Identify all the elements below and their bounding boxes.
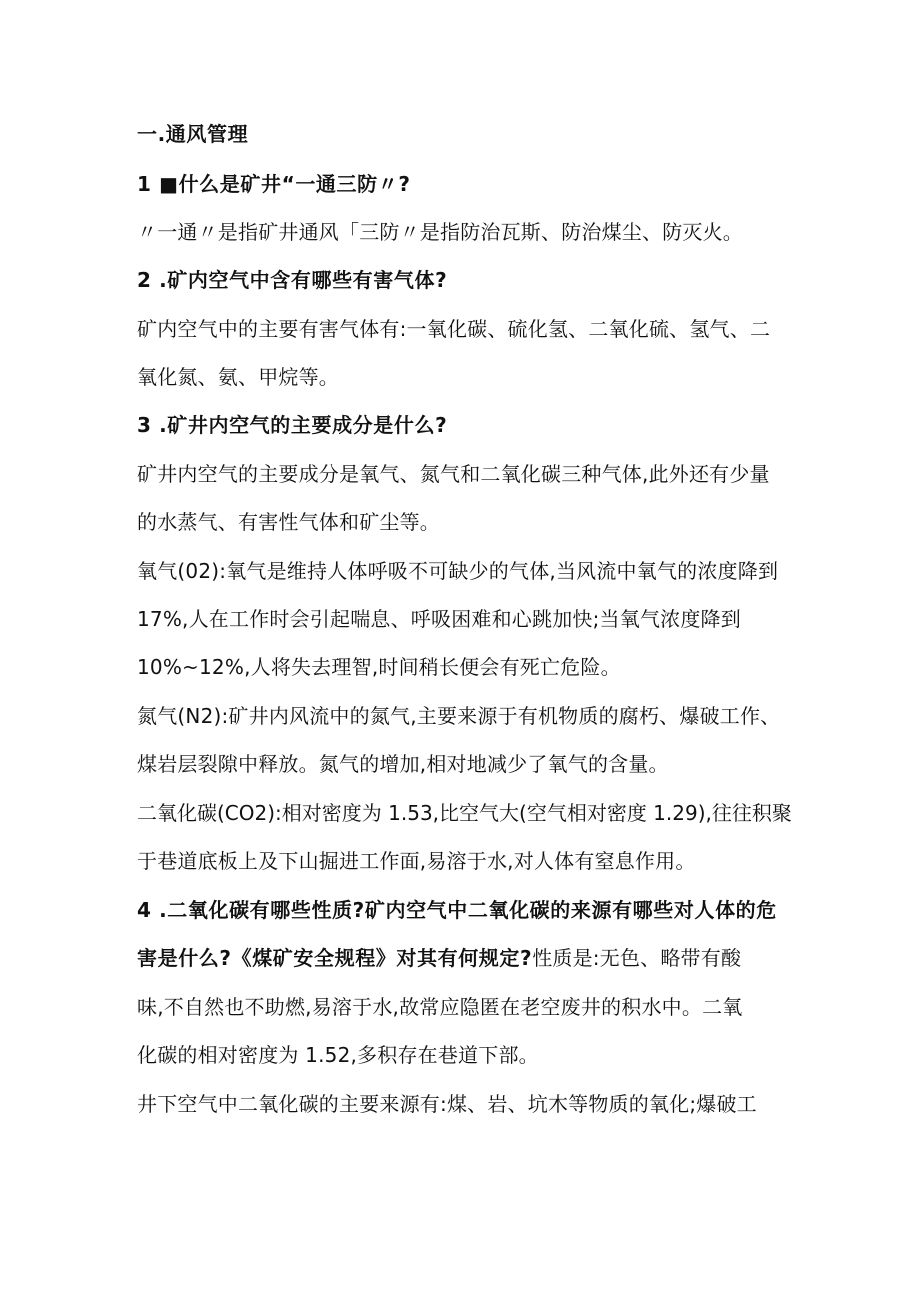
question-4-line-2-row	[137, 945, 741, 971]
question-4-line-2: 害是什么?《煤矿安全规程》对其有何规定?	[137, 946, 533, 970]
answer-3-line-3: 氧气(02):氧气是维持人体呼吸不可缺少的气体,当风流中氧气的浓度降到	[137, 559, 779, 583]
answer-3-line-4: 17%,人在工作时会引起喘息、呼吸困难和心跳加快;当氧气浓度降到	[137, 607, 741, 631]
question-2: 2 .矿内空气中含有哪些有害气体?	[137, 268, 448, 292]
answer-3-line-7: 煤岩层裂隙中释放。氮气的增加,相对地减少了氧气的含量。	[137, 752, 669, 776]
answer-3-line-5: 10%~12%,人将失去理智,时间稍长便会有死亡危险。	[137, 655, 621, 679]
answer-1-line-1: 〃一通〃是指矿井通风「三防〃是指防治瓦斯、防治煤尘、防灭火。	[137, 220, 743, 244]
answer-3-line-9: 于巷道底板上及下山掘进工作面,易溶于水,对人体有窒息作用。	[137, 849, 696, 873]
question-3: 3 .矿井内空气的主要成分是什么?	[137, 413, 448, 437]
question-1: 1 ■什么是矿井“一通三防〃?	[137, 172, 411, 196]
answer-2-line-2: 氧化氮、氨、甲烷等。	[137, 365, 339, 389]
answer-3-line-6: 氮气(N2):矿井内风流中的氮气,主要来源于有机物质的腐朽、爆破工作、	[137, 704, 781, 728]
section-title: 一.通风管理	[137, 122, 249, 146]
answer-3-line-2: 的水蒸气、有害性气体和矿尘等。	[137, 510, 440, 534]
answer-3-line-8: 二氧化碳(CO2):相对密度为 1.53,比空气大(空气相对密度 1.29),往往积聚	[137, 801, 792, 825]
answer-4-line-2: 化碳的相对密度为 1.52,多积存在巷道下部。	[137, 1043, 539, 1067]
answer-2-line-1: 矿内空气中的主要有害气体有:一氧化碳、硫化氢、二氧化硫、氢气、二	[137, 317, 771, 341]
question-4-line-1: 4 .二氧化碳有哪些性质?矿内空气中二氧化碳的来源有哪些对人体的危	[137, 898, 777, 922]
answer-3-line-1: 矿井内空气的主要成分是氧气、氮气和二氧化碳三种气体,此外还有少量	[137, 462, 770, 486]
answer-4-line-1: 味,不自然也不助燃,易溶于水,故常应隐匿在老空废井的积水中。二氧	[137, 995, 743, 1019]
answer-4-inline: 性质是:无色、略带有酸	[532, 946, 742, 970]
answer-4-line-3: 井下空气中二氧化碳的主要来源有:煤、岩、坑木等物质的氧化;爆破工	[137, 1092, 757, 1116]
